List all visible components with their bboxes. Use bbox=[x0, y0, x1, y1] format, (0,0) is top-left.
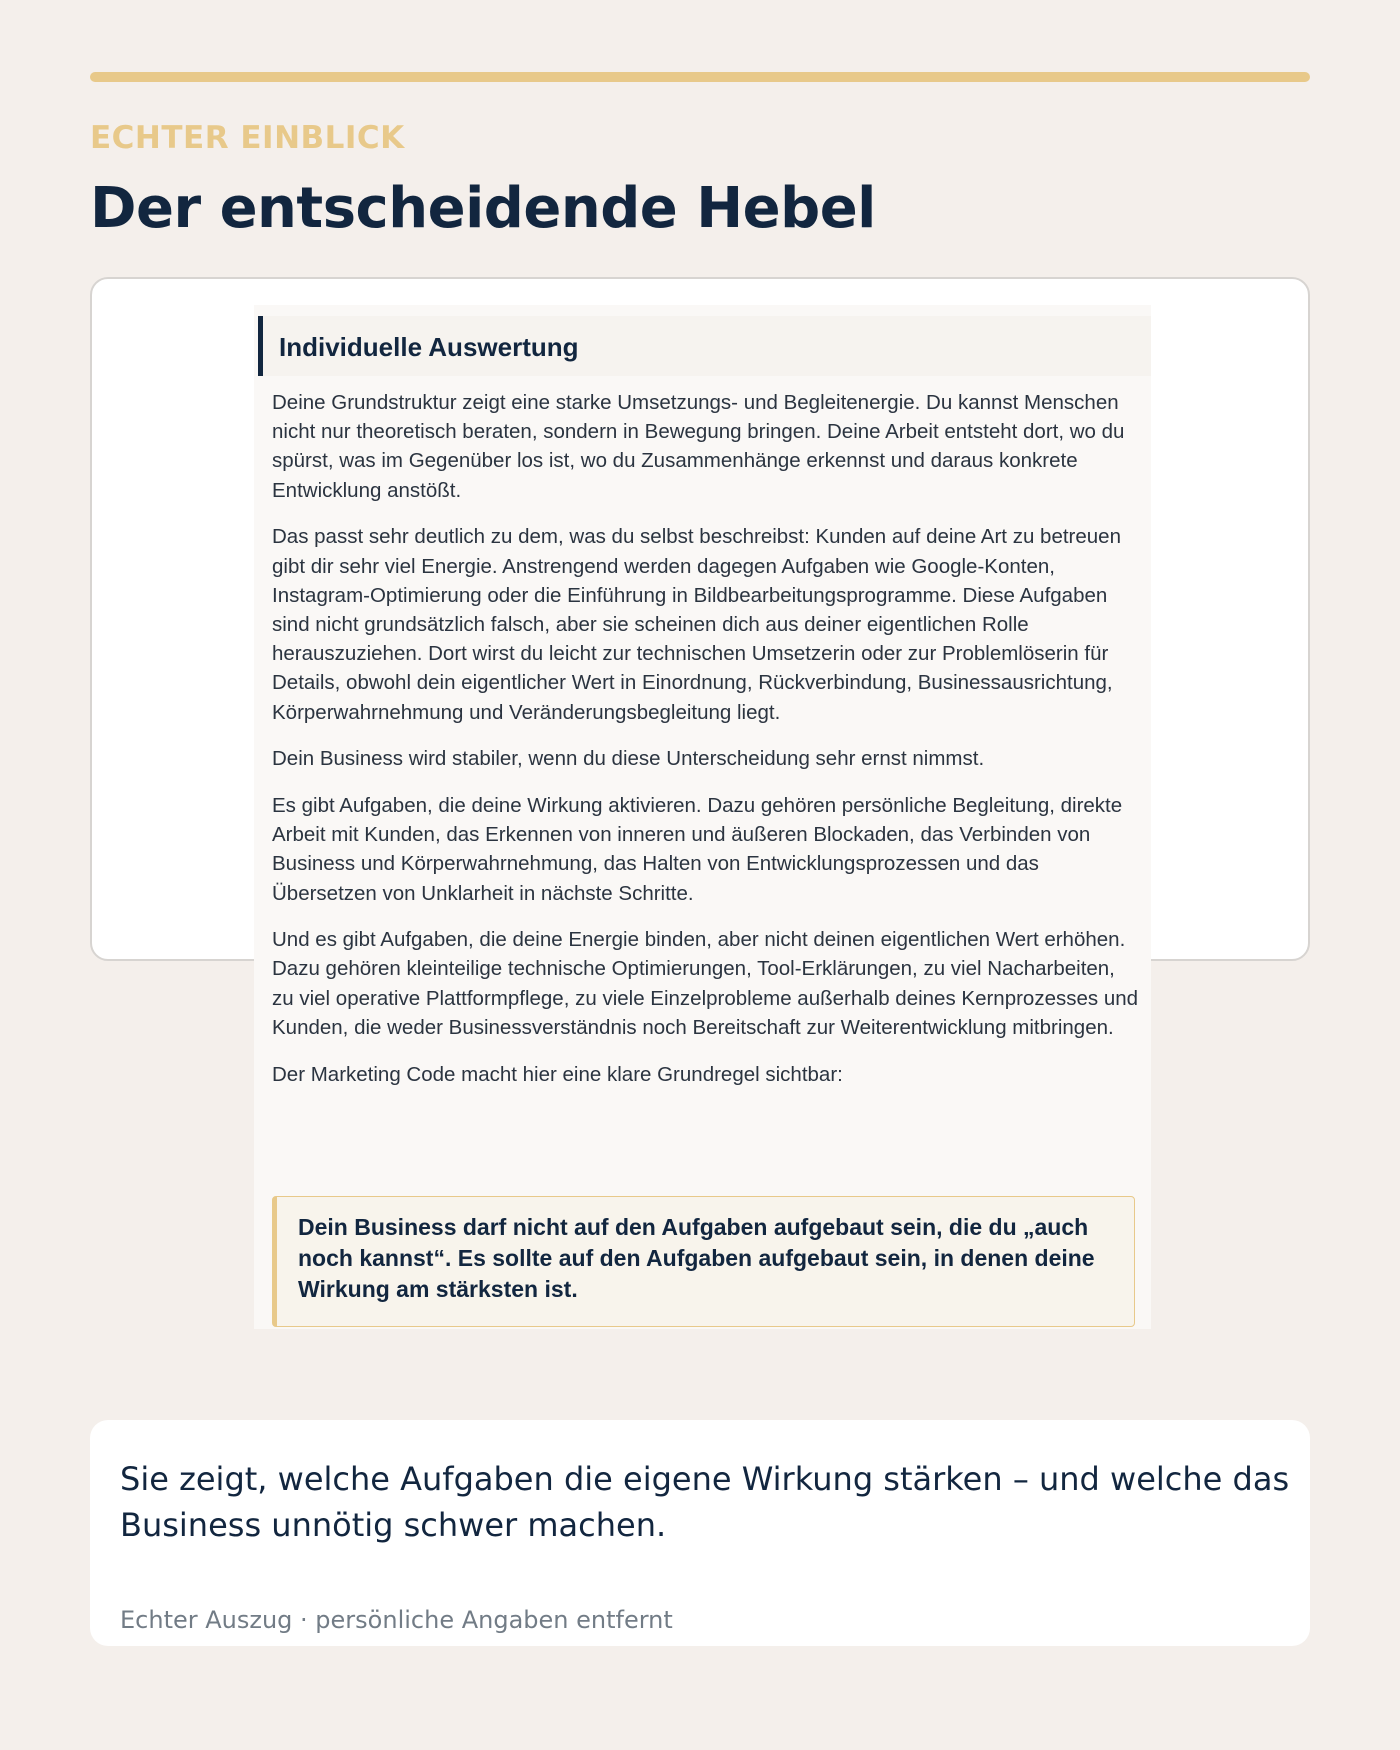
caption-card bbox=[90, 1420, 1310, 1646]
paragraph: Das passt sehr deutlich zu dem, was du selbst beschreibst: Kunden auf deine Art zu betreuen gibt dir sehr viel Energie. Anstrengend werden dagegen Aufgaben wie Google-Konten, Instagram-Optimierung oder die Einführung in Bildbearbeitungsprogramme. Diese Aufgaben sind nicht grundsätzlich falsch, aber sie scheinen dich aus deiner eigentlichen Rolle herauszuziehen. Dort wirst du leicht zur technischen Umsetzerin oder zur Problemlöserin für Details, obwohl dein eigentlicher Wert in Einordnung, Rückverbindung, Businessausrichtung, Körperwahrnehmung und Veränderungsbegleitung liegt. bbox=[272, 525, 1121, 724]
caption-footnote: Echter Auszug · persönliche Angaben entfernt bbox=[120, 1606, 673, 1634]
document-panel bbox=[254, 305, 1151, 1329]
caption-text: Sie zeigt, welche Aufgaben die eigene Wirkung stärken – und welche das Business unnötig schwer machen. bbox=[120, 1460, 1290, 1544]
document-excerpt-card bbox=[90, 277, 1310, 1302]
paragraph: Dein Business wird stabiler, wenn du diese Unterscheidung sehr ernst nimmst. bbox=[272, 747, 985, 771]
highlight-quote-box bbox=[272, 1196, 1135, 1327]
paragraph: Und es gibt Aufgaben, die deine Energie binden, aber nicht deinen eigentlichen Wert erhöhen. Dazu gehören kleinteilige technische Optimierungen, Tool-Erklärungen, zu viel Nacharbeiten, zu viel operative Plattformpflege, zu viele Einzelprobleme außerhalb deines Kernprozesses und Kunden, die weder Businessverständnis noch Bereitschaft zur Weiterentwicklung mitbringen. bbox=[272, 928, 1139, 1039]
section-header bbox=[258, 316, 1151, 376]
eyebrow-label: ECHTER EINBLICK bbox=[90, 120, 405, 156]
paragraph: Es gibt Aufgaben, die deine Wirkung aktivieren. Dazu gehören persönliche Begleitung, direkte Arbeit mit Kunden, das Erkennen von inneren und äußeren Blockaden, das Verbinden von Business und Körperwahrnehmung, das Halten von Entwicklungsprozessen und das Übersetzen von Unklarheit in nächste Schritte. bbox=[272, 793, 1123, 905]
top-accent-rule bbox=[90, 72, 1310, 82]
page-title: Der entscheidende Hebel bbox=[90, 176, 876, 241]
paragraph: Der Marketing Code macht hier eine klare Grundregel sichtbar: bbox=[272, 1062, 843, 1086]
highlight-quote-text: Dein Business darf nicht auf den Aufgaben aufgebaut sein, die du „auch noch kannst“. Es sollte auf den Aufgaben aufgebaut sein, in denen deine Wirkung am stärksten ist. bbox=[298, 1214, 1095, 1302]
section-title: Individuelle Auswertung bbox=[279, 332, 579, 362]
document-body bbox=[272, 388, 1142, 1106]
paragraph: Deine Grundstruktur zeigt eine starke Umsetzungs- und Begleitenergie. Du kannst Menschen nicht nur theoretisch beraten, sondern in Bewegung bringen. Deine Arbeit entsteht dort, wo du spürst, was im Gegenüber los ist, wo du Zusammenhänge erkennst und daraus konkrete Entwicklung anstößt. bbox=[272, 391, 1125, 502]
